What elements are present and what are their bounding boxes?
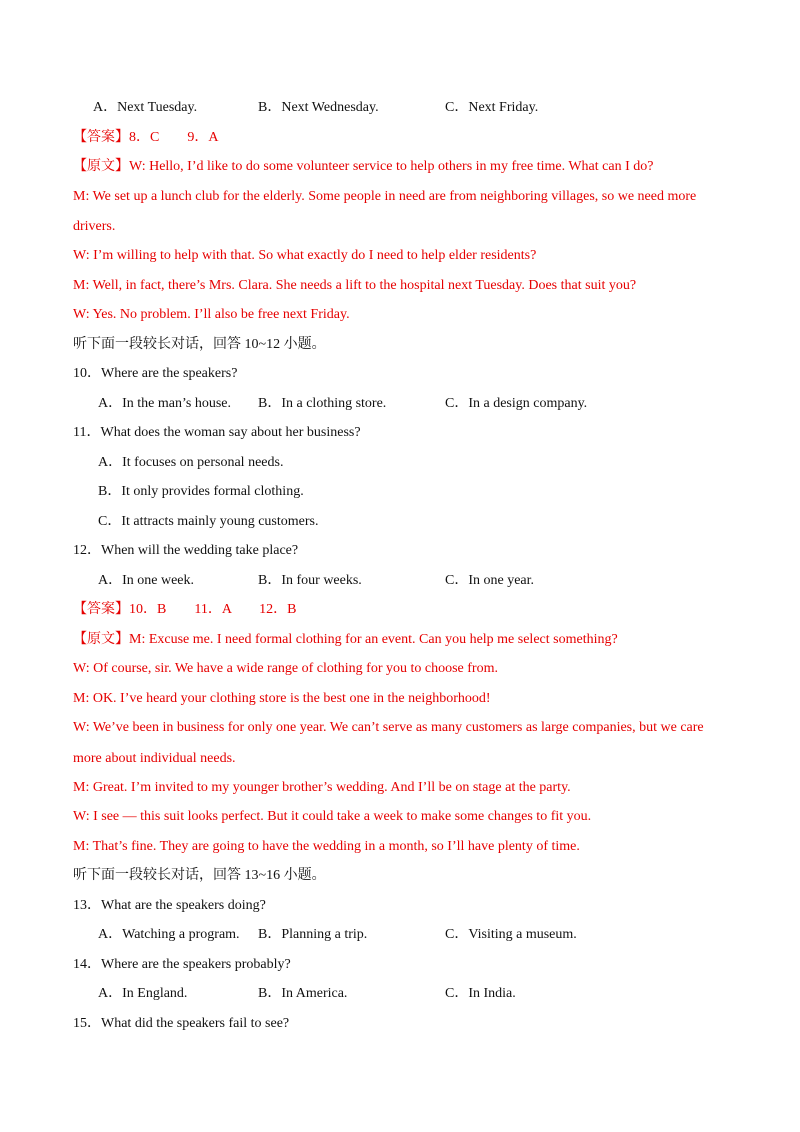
section-header-10-12: 听下面一段较长对话，回答 10~12 小题。 [73,337,326,352]
q12-stem: 12．When will the wedding take place? [73,543,299,558]
q10-option-b: B．In a clothing store. [258,396,387,411]
q11-stem: 11．What does the woman say about her business? [73,425,361,440]
q9-option-b: B．Next Wednesday. [258,100,379,115]
transcript-1-line: W: I’m willing to help with that. So what exactly do I need to help elder residents? [73,248,537,263]
transcript-2-line: 【原文】M: Excuse me. I need formal clothing for an event. Can you help me select something? [73,632,618,647]
transcript-2-line: more about individual needs. [73,751,236,766]
transcript-1-line: M: We set up a lunch club for the elderly. Some people in need are from neighboring villages, so we need more [73,189,697,204]
q9-option-c: C．Next Friday. [445,100,539,115]
answer-8-9: 【答案】8．C 9．A [73,130,219,145]
q10-option-c: C．In a design company. [445,396,588,411]
q13-stem: 13．What are the speakers doing? [73,898,266,913]
transcript-1-line: drivers. [73,219,116,234]
q14-stem: 14．Where are the speakers probably? [73,957,291,972]
q9-option-a: A．Next Tuesday. [93,100,198,115]
q12-option-a: A．In one week. [98,573,195,588]
transcript-2-line: M: That’s fine. They are going to have the wedding in a month, so I’ll have plenty of time. [73,839,580,854]
transcript-1-line: W: Yes. No problem. I’ll also be free next Friday. [73,307,350,322]
q11-option-a: A．It focuses on personal needs. [98,455,284,470]
q14-option-b: B．In America. [258,986,348,1001]
q15-stem: 15．What did the speakers fail to see? [73,1016,290,1031]
q14-option-c: C．In India. [445,986,516,1001]
q14-option-a: A．In England. [98,986,188,1001]
transcript-1-line: M: Well, in fact, there’s Mrs. Clara. She needs a lift to the hospital next Tuesday. Does that suit you? [73,278,637,293]
transcript-1-line: 【原文】W: Hello, I’d like to do some volunteer service to help others in my free time. What can I do? [73,159,654,174]
answer-10-12: 【答案】10．B 11．A 12．B [73,602,297,617]
q13-option-c: C．Visiting a museum. [445,927,577,942]
q10-option-a: A．In the man’s house. [98,396,231,411]
q11-option-b: B．It only provides formal clothing. [98,484,304,499]
q13-option-a: A．Watching a program. [98,927,240,942]
q10-stem: 10．Where are the speakers? [73,366,238,381]
transcript-2-line: W: We’ve been in business for only one year. We can’t serve as many customers as large companies, but we care [73,720,704,735]
transcript-2-line: W: Of course, sir. We have a wide range of clothing for you to choose from. [73,661,498,676]
transcript-2-line: M: Great. I’m invited to my younger brother’s wedding. And I’ll be on stage at the party. [73,780,571,795]
q12-option-c: C．In one year. [445,573,535,588]
transcript-2-line: M: OK. I’ve heard your clothing store is the best one in the neighborhood! [73,691,491,706]
section-header-13-16: 听下面一段较长对话，回答 13~16 小题。 [73,868,326,883]
q11-option-c: C．It attracts mainly young customers. [98,514,319,529]
q13-option-b: B．Planning a trip. [258,927,368,942]
transcript-2-line: W: I see — this suit looks perfect. But it could take a week to make some changes to fit you. [73,809,592,824]
q12-option-b: B．In four weeks. [258,573,362,588]
